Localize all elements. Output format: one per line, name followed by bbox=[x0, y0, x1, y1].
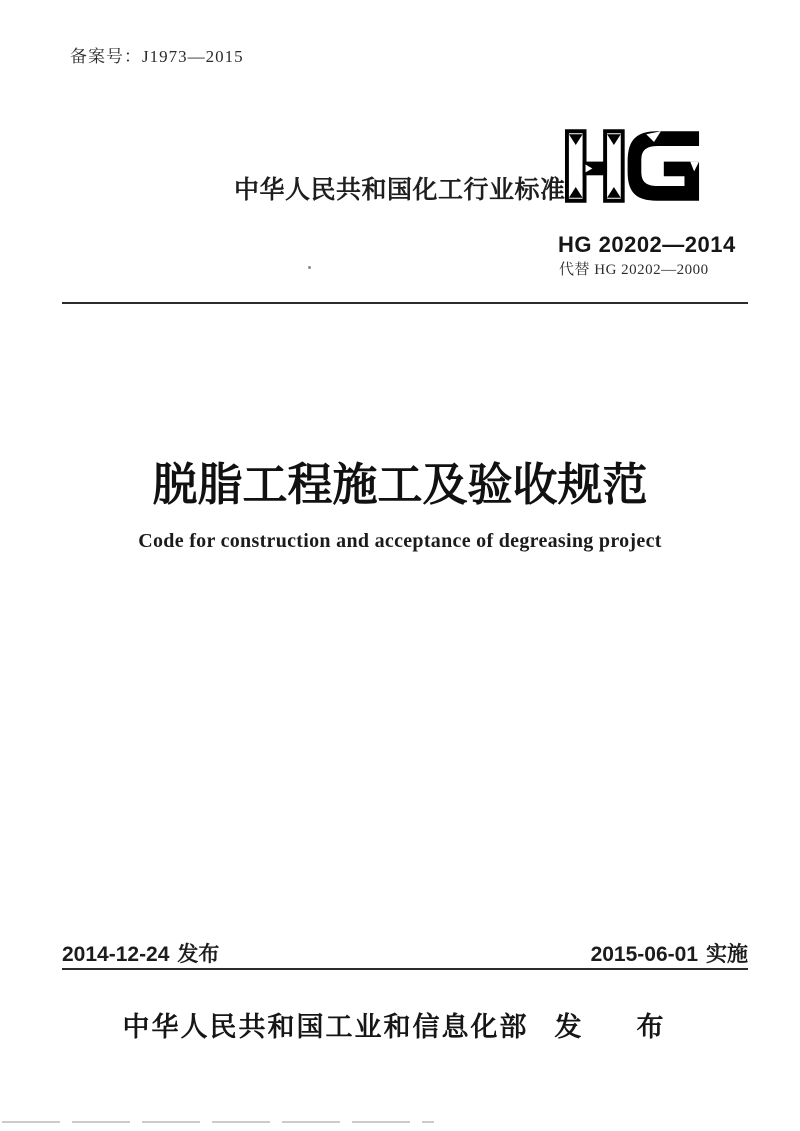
implement-date-label: 实施 bbox=[706, 943, 748, 966]
issue-date: 2014-12-24 bbox=[62, 943, 170, 966]
scan-speck bbox=[308, 266, 311, 269]
standard-number: HG 20202—2014 bbox=[558, 232, 736, 257]
superseded-standard: 代替 HG 20202—2000 bbox=[559, 262, 709, 278]
hg-logo-icon bbox=[564, 129, 701, 203]
implement-date: 2015-06-01 bbox=[590, 943, 698, 966]
bottom-scan-artifact bbox=[2, 1121, 434, 1123]
implement-date-group bbox=[591, 938, 748, 968]
footer-divider-rule bbox=[62, 968, 748, 970]
standard-type-heading: 中华人民共和国化工行业标准 bbox=[234, 176, 566, 204]
publisher-name: 中华人民共和国工业和信息化部 bbox=[122, 1012, 529, 1042]
date-row bbox=[62, 938, 748, 968]
document-title-chinese: 脱脂工程施工及验收规范 bbox=[152, 459, 648, 510]
publisher-row bbox=[0, 1005, 800, 1044]
issue-date-label: 发布 bbox=[177, 943, 220, 966]
document-title-english: Code for construction and acceptance of degreasing project bbox=[138, 530, 662, 552]
issue-date-group bbox=[62, 938, 219, 968]
filing-number: 备案号：J1973—2015 bbox=[70, 47, 244, 66]
publish-label: 发 布 bbox=[554, 1012, 678, 1042]
header-divider-rule bbox=[62, 302, 748, 304]
